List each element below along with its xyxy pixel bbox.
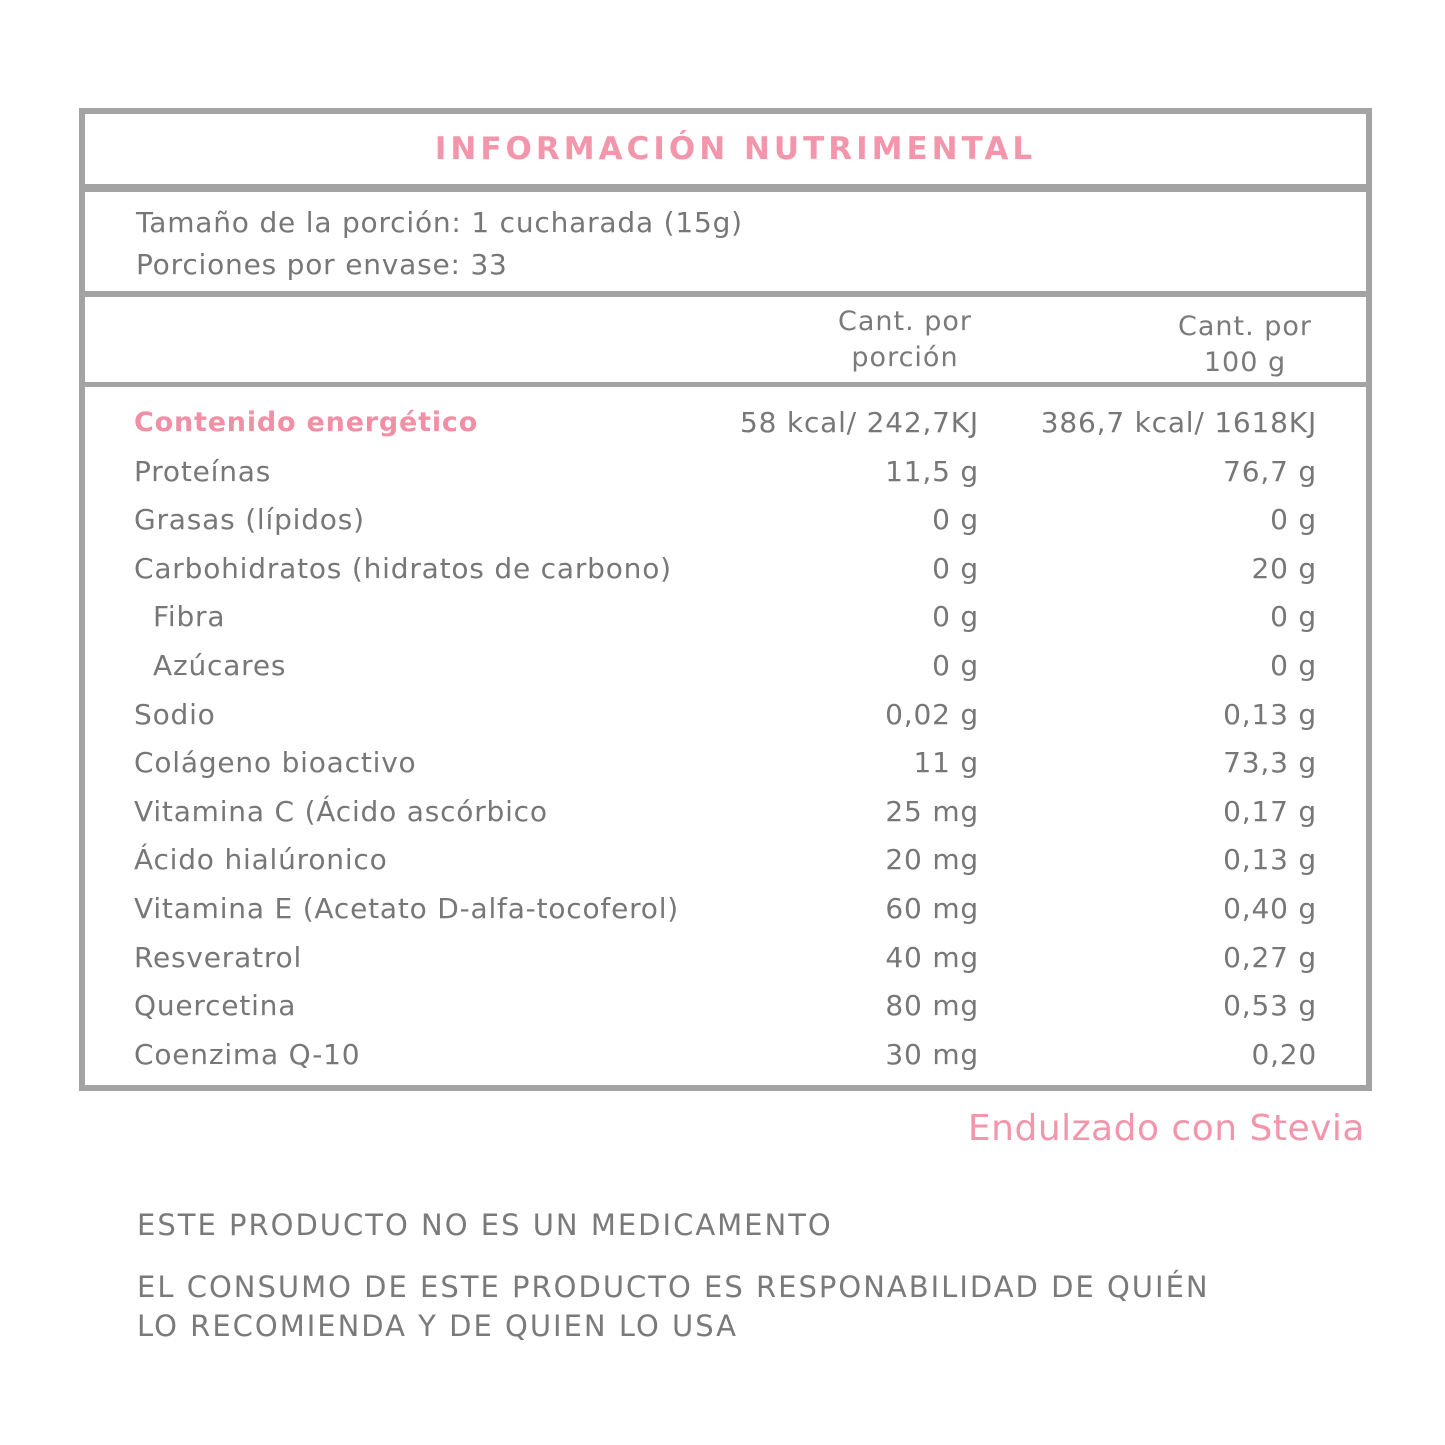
divider <box>85 184 1366 192</box>
per-serving-value: 0 g <box>932 649 979 682</box>
nutrient-name: Vitamina C (Ácido ascórbico <box>134 794 548 828</box>
nutrition-facts-panel <box>79 108 1372 1091</box>
divider <box>85 291 1366 297</box>
serving-size: Tamaño de la porción: 1 cucharada (15g) <box>136 206 743 239</box>
per-100g-value: 0,13 g <box>1223 843 1317 877</box>
table-row <box>85 693 1366 737</box>
nutrient-name: Carbohidratos (hidratos de carbono) <box>134 551 672 585</box>
nutrient-name: Proteínas <box>134 454 272 488</box>
per-serving-value: 30 mg <box>885 1037 979 1071</box>
divider <box>85 382 1366 387</box>
table-row <box>85 887 1366 931</box>
table-row <box>85 790 1366 834</box>
table-row <box>85 984 1366 1028</box>
nutrient-name: Azúcares <box>153 649 287 682</box>
table-row <box>85 741 1366 785</box>
table-row <box>85 547 1366 591</box>
per-serving-value: 40 mg <box>885 940 979 974</box>
nutrient-name: Contenido energético <box>134 407 479 438</box>
servings-per-container: Porciones por envase: 33 <box>136 248 508 281</box>
table-row <box>85 401 1366 445</box>
column-header-per-serving <box>815 304 995 376</box>
per-100g-value: 0,40 g <box>1223 892 1317 925</box>
nutrient-name: Vitamina E (Acetato D-alfa-tocoferol) <box>134 892 680 925</box>
nutrient-name: Fibra <box>153 600 226 634</box>
nutrient-name: Grasas (lípidos) <box>134 503 365 537</box>
per-100g-value: 0,53 g <box>1223 989 1317 1023</box>
nutrient-name: Coenzima Q-10 <box>134 1037 361 1071</box>
per-100g-value: 73,3 g <box>1223 746 1317 780</box>
per-serving-value: 20 mg <box>885 843 979 877</box>
per-serving-value: 0,02 g <box>885 697 979 731</box>
per-100g-value: 0,20 <box>1251 1037 1317 1071</box>
table-row <box>85 838 1366 882</box>
column-header-line: porción <box>851 342 959 373</box>
nutrient-name: Sodio <box>134 697 216 731</box>
table-row <box>85 644 1366 688</box>
per-100g-value: 386,7 kcal/ 1618KJ <box>1040 406 1317 439</box>
title-band <box>85 114 1366 184</box>
per-serving-value: 60 mg <box>885 892 979 925</box>
nutrient-name: Colágeno bioactivo <box>134 746 417 780</box>
panel-title: INFORMACIÓN NUTRIMENTAL <box>434 131 1037 167</box>
per-100g-value: 20 g <box>1251 551 1317 585</box>
table-row <box>85 595 1366 639</box>
column-header-line: Cant. por <box>837 306 973 337</box>
per-serving-value: 58 kcal/ 242,7KJ <box>740 406 979 439</box>
per-100g-value: 0 g <box>1270 649 1317 682</box>
nutrient-name: Resveratrol <box>134 940 303 974</box>
per-100g-value: 0 g <box>1270 600 1317 634</box>
per-serving-value: 11,5 g <box>885 454 979 488</box>
nutrient-name: Ácido hialúronico <box>134 843 388 877</box>
per-serving-value: 0 g <box>932 551 979 585</box>
column-header-line: 100 g <box>1203 347 1287 378</box>
per-100g-value: 0,27 g <box>1223 940 1317 974</box>
per-100g-value: 0,13 g <box>1223 697 1317 731</box>
per-100g-value: 76,7 g <box>1223 454 1317 488</box>
table-row <box>85 1033 1366 1077</box>
per-100g-value: 0,17 g <box>1223 794 1317 828</box>
table-row <box>85 498 1366 542</box>
disclaimer-not-medicine: ESTE PRODUCTO NO ES UN MEDICAMENTO <box>137 1208 833 1242</box>
per-serving-value: 0 g <box>932 600 979 634</box>
per-serving-value: 25 mg <box>885 794 979 828</box>
nutrient-name: Quercetina <box>134 989 297 1023</box>
table-row <box>85 450 1366 494</box>
per-serving-value: 11 g <box>913 746 979 780</box>
serving-info <box>136 202 743 286</box>
column-header-line: Cant. por <box>1177 311 1313 342</box>
sweetener-note: Endulzado con Stevia <box>967 1108 1365 1149</box>
per-serving-value: 0 g <box>932 503 979 537</box>
disclaimer-responsibility-line1: EL CONSUMO DE ESTE PRODUCTO ES RESPONABILIDAD DE QUIÉN <box>137 1270 1210 1304</box>
column-header-per-100g <box>1155 309 1335 381</box>
disclaimer-responsibility-line2: LO RECOMIENDA Y DE QUIEN LO USA <box>137 1309 739 1343</box>
per-100g-value: 0 g <box>1270 503 1317 537</box>
table-row <box>85 936 1366 980</box>
per-serving-value: 80 mg <box>885 989 979 1023</box>
